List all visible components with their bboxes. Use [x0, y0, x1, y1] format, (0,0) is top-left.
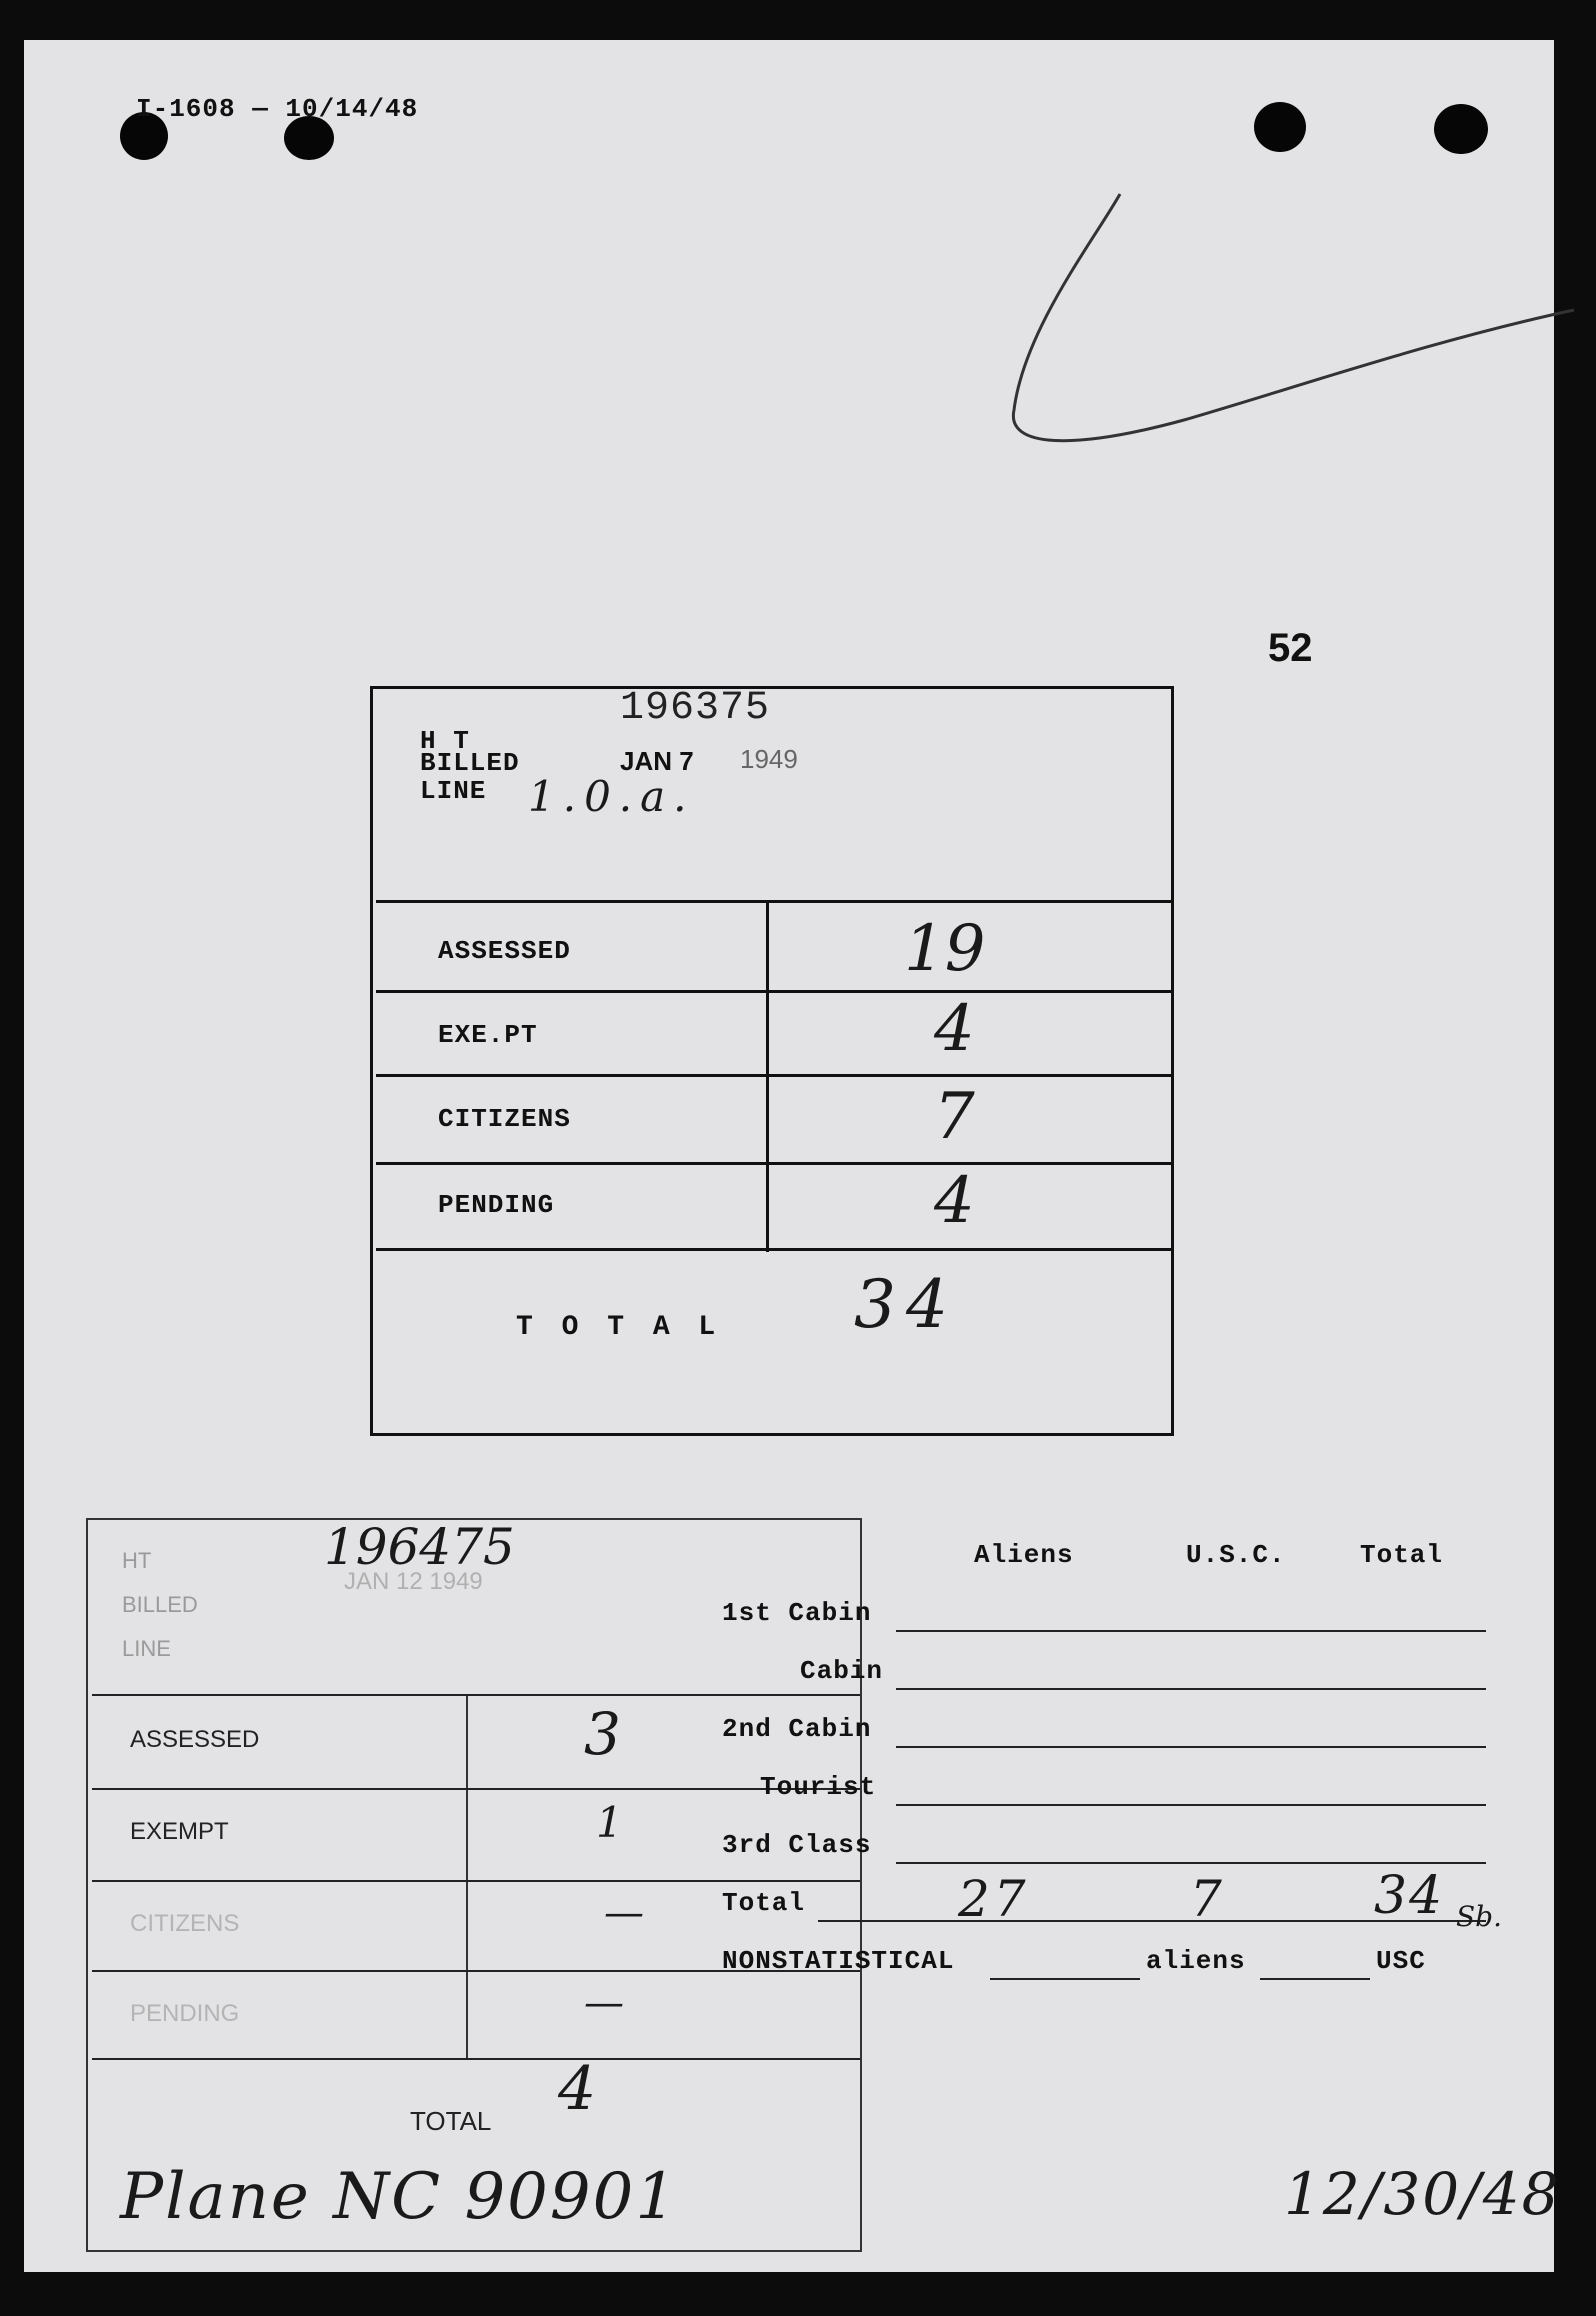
col-header-aliens: Aliens — [974, 1540, 1074, 1570]
upper-row-label: ASSESSED — [438, 936, 571, 966]
upper-line-value: 1.0.a. — [528, 772, 695, 821]
lower-row-label: EXEMPT — [130, 1818, 229, 1845]
lower-block-number: 196475 — [324, 1518, 515, 1576]
upper-row-label: CITIZENS — [438, 1104, 571, 1134]
col-header-total: Total — [1360, 1540, 1444, 1570]
lower-billing-block — [86, 1518, 862, 2252]
upper-row-value: 19 — [904, 912, 986, 986]
nonstatistical-aliens-line — [990, 1978, 1140, 1980]
col-header-usc: U.S.C. — [1186, 1540, 1286, 1570]
manifest-total-aliens: 27 — [958, 1870, 1030, 1928]
upper-row-label: PENDING — [438, 1190, 555, 1220]
manifest-total-usc: 7 — [1190, 1870, 1222, 1928]
nonstatistical-usc-label: USC — [1376, 1946, 1426, 1976]
upper-billed-label: BILLED — [420, 748, 520, 778]
manifest-row-label: 2nd Cabin — [722, 1714, 872, 1744]
lower-row-divider — [92, 1788, 860, 1790]
manifest-total-total: 34 — [1374, 1866, 1445, 1926]
upper-block-number: 196375 — [620, 686, 771, 731]
lower-row-label: PENDING — [130, 2000, 240, 2027]
lower-billed-stamp: JAN 12 1949 — [344, 1568, 483, 1595]
upper-row-divider — [376, 990, 1172, 993]
upper-row-value: 4 — [934, 1164, 975, 1238]
lower-row-label: ASSESSED — [130, 1726, 260, 1753]
lower-row-value: 3 — [584, 1700, 621, 1768]
manifest-row-line — [896, 1804, 1486, 1806]
manifest-total-label: Total — [722, 1888, 806, 1918]
upper-ht-label: H T — [420, 726, 470, 756]
nonstatistical-aliens-label: aliens — [1146, 1946, 1246, 1976]
document-page — [24, 40, 1561, 2272]
lower-row-divider — [92, 2058, 860, 2060]
upper-line-label: LINE — [420, 776, 487, 806]
lower-line-label: LINE — [122, 1636, 171, 1661]
manifest-row-line — [896, 1862, 1486, 1864]
manifest-row-label: 1st Cabin — [722, 1598, 872, 1628]
punch-hole-right-2 — [1434, 104, 1488, 154]
page-number: 52 — [1268, 626, 1313, 670]
lower-row-divider — [92, 1880, 860, 1882]
upper-row-divider — [376, 1162, 1172, 1165]
date-note: 12/30/48 — [1284, 2160, 1561, 2228]
upper-header-divider — [376, 900, 1172, 903]
upper-column-divider — [766, 902, 769, 1252]
upper-row-divider — [376, 1074, 1172, 1077]
lower-row-value: — — [604, 1890, 644, 1936]
lower-row-value: — — [584, 1980, 624, 2026]
manifest-row-line — [896, 1746, 1486, 1748]
manifest-row-label: 3rd Class — [722, 1830, 872, 1860]
upper-total-label: T O T A L — [516, 1312, 722, 1343]
upper-row-value: 7 — [934, 1080, 975, 1154]
lower-row-label: CITIZENS — [130, 1910, 240, 1937]
upper-row-value: 4 — [934, 992, 975, 1066]
lower-billed-label: BILLED — [122, 1592, 198, 1617]
plane-note: Plane NC 90901 — [120, 2160, 679, 2234]
nonstatistical-usc-line — [1260, 1978, 1370, 1980]
manifest-row-line — [896, 1630, 1486, 1632]
lower-total-label: TOTAL — [410, 2106, 492, 2136]
form-code: I-1608 — 10/14/48 — [136, 94, 419, 124]
lower-ht-label: HT — [122, 1548, 152, 1573]
check-mark-icon — [984, 180, 1584, 460]
upper-row-label: EXE.PT — [438, 1020, 538, 1050]
lower-row-value: 1 — [596, 1798, 623, 1847]
lower-column-divider — [466, 1696, 468, 2058]
upper-billing-block — [370, 686, 1174, 1436]
upper-billed-stamp-year: 1949 — [740, 744, 798, 774]
nonstatistical-label: NONSTATISTICAL — [722, 1946, 955, 1976]
manifest-row-label: Cabin — [800, 1656, 884, 1686]
manifest-row-label: Tourist — [760, 1772, 877, 1802]
manifest-row-line — [896, 1688, 1486, 1690]
lower-header-divider — [92, 1694, 860, 1696]
upper-billed-stamp-month: JAN 7 — [620, 746, 694, 776]
manifest-total-initials: Sb. — [1456, 1900, 1503, 1933]
upper-total-value: 34 — [854, 1266, 958, 1343]
upper-row-divider — [376, 1248, 1172, 1251]
punch-hole-right-1 — [1254, 102, 1306, 152]
lower-total-value: 4 — [558, 2054, 597, 2124]
